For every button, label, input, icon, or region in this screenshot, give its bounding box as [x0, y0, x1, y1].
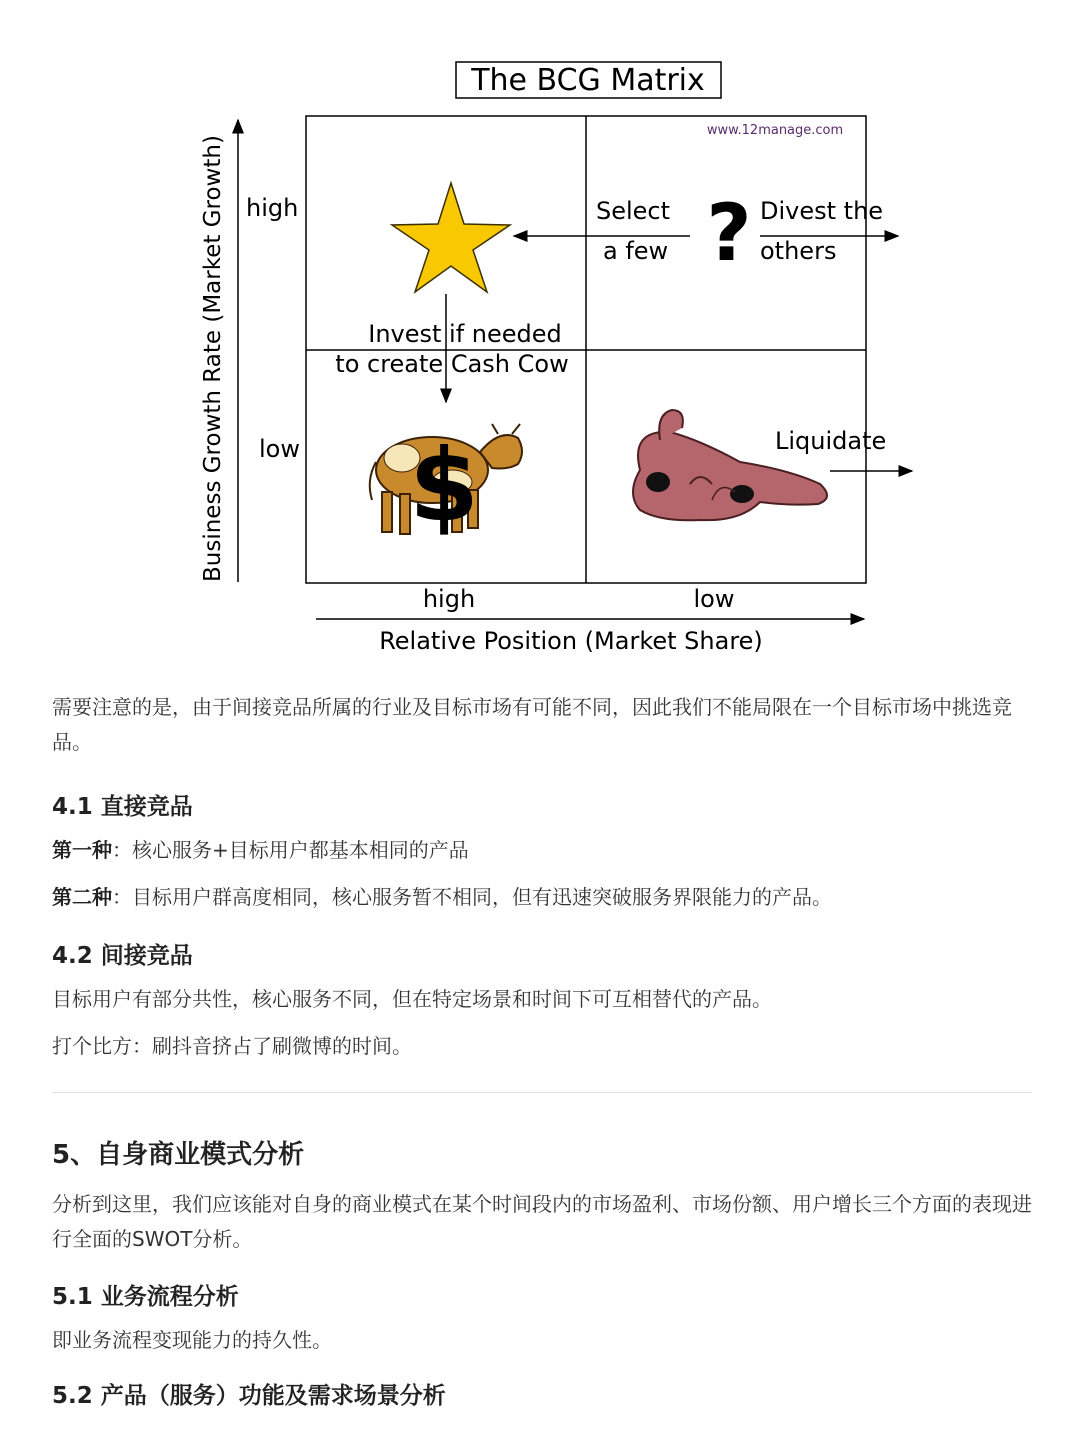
- section-4-1-item-1-lead: 第一种: [52, 838, 112, 862]
- y-low-label: low: [259, 435, 300, 463]
- section-5-2-title: 5.2 产品（服务）功能及需求场景分析: [52, 1383, 446, 1409]
- y-high-label: high: [246, 194, 299, 222]
- watermark: www.12manage.com: [706, 123, 844, 138]
- section-4-1-item-1-text: ：核心服务+目标用户都基本相同的产品: [112, 838, 469, 862]
- liquidate-label: Liquidate: [775, 427, 887, 455]
- section-5-1-title: 5.1 业务流程分析: [52, 1284, 239, 1310]
- section-5-title: 5、自身商业模式分析: [52, 1140, 305, 1170]
- section-5-1-paragraph: 即业务流程变现能力的持久性。: [52, 1328, 332, 1352]
- intro-paragraph: 需要注意的是，由于间接竞品所属的行业及目标市场有可能不同，因此我们不能局限在一个目标市场中挑选竞品。: [52, 695, 1012, 754]
- select-line1: Select: [596, 197, 671, 225]
- section-4-1-item-2-lead: 第二种: [52, 885, 112, 909]
- x-axis-label: Relative Position (Market Share): [379, 627, 763, 655]
- select-line2: a few: [603, 237, 669, 265]
- dollar-icon: $: [409, 427, 479, 544]
- bcg-matrix-diagram: [0, 0, 1080, 680]
- x-high-label: high: [422, 585, 476, 613]
- x-low-label: low: [693, 585, 735, 613]
- star-icon: [392, 183, 510, 292]
- section-4-1-item-2-text: ：目标用户群高度相同，核心服务暂不相同，但有迅速突破服务界限能力的产品。: [112, 885, 832, 909]
- bcg-matrix-figure: [0, 0, 1080, 680]
- y-axis-label: Business Growth Rate (Market Growth): [200, 135, 226, 582]
- divest-line2: others: [760, 237, 837, 265]
- question-mark-icon: ?: [706, 189, 752, 279]
- figure-title: The BCG Matrix: [471, 63, 705, 98]
- section-4-2-paragraph-2: 打个比方：刷抖音挤占了刷微博的时间。: [52, 1034, 412, 1058]
- section-4-2-paragraph-1: 目标用户有部分共性，核心服务不同，但在特定场景和时间下可互相替代的产品。: [52, 987, 772, 1011]
- article-body: [52, 690, 1032, 1412]
- invest-line1: Invest if needed: [368, 320, 562, 348]
- section-4-1-title: 4.1 直接竞品: [52, 794, 193, 820]
- section-4-1-item-2: [52, 880, 1032, 915]
- section-4-2-title: 4.2 间接竞品: [52, 943, 193, 969]
- section-5-paragraph: 分析到这里，我们应该能对自身的商业模式在某个时间段内的市场盈利、市场份额、用户增长三个方面的表现进行全面的SWOT分析。: [52, 1192, 1032, 1251]
- section-4-1-item-1: [52, 833, 1032, 868]
- divest-line1: Divest the: [760, 197, 884, 225]
- invest-line2: to create Cash Cow: [335, 350, 569, 378]
